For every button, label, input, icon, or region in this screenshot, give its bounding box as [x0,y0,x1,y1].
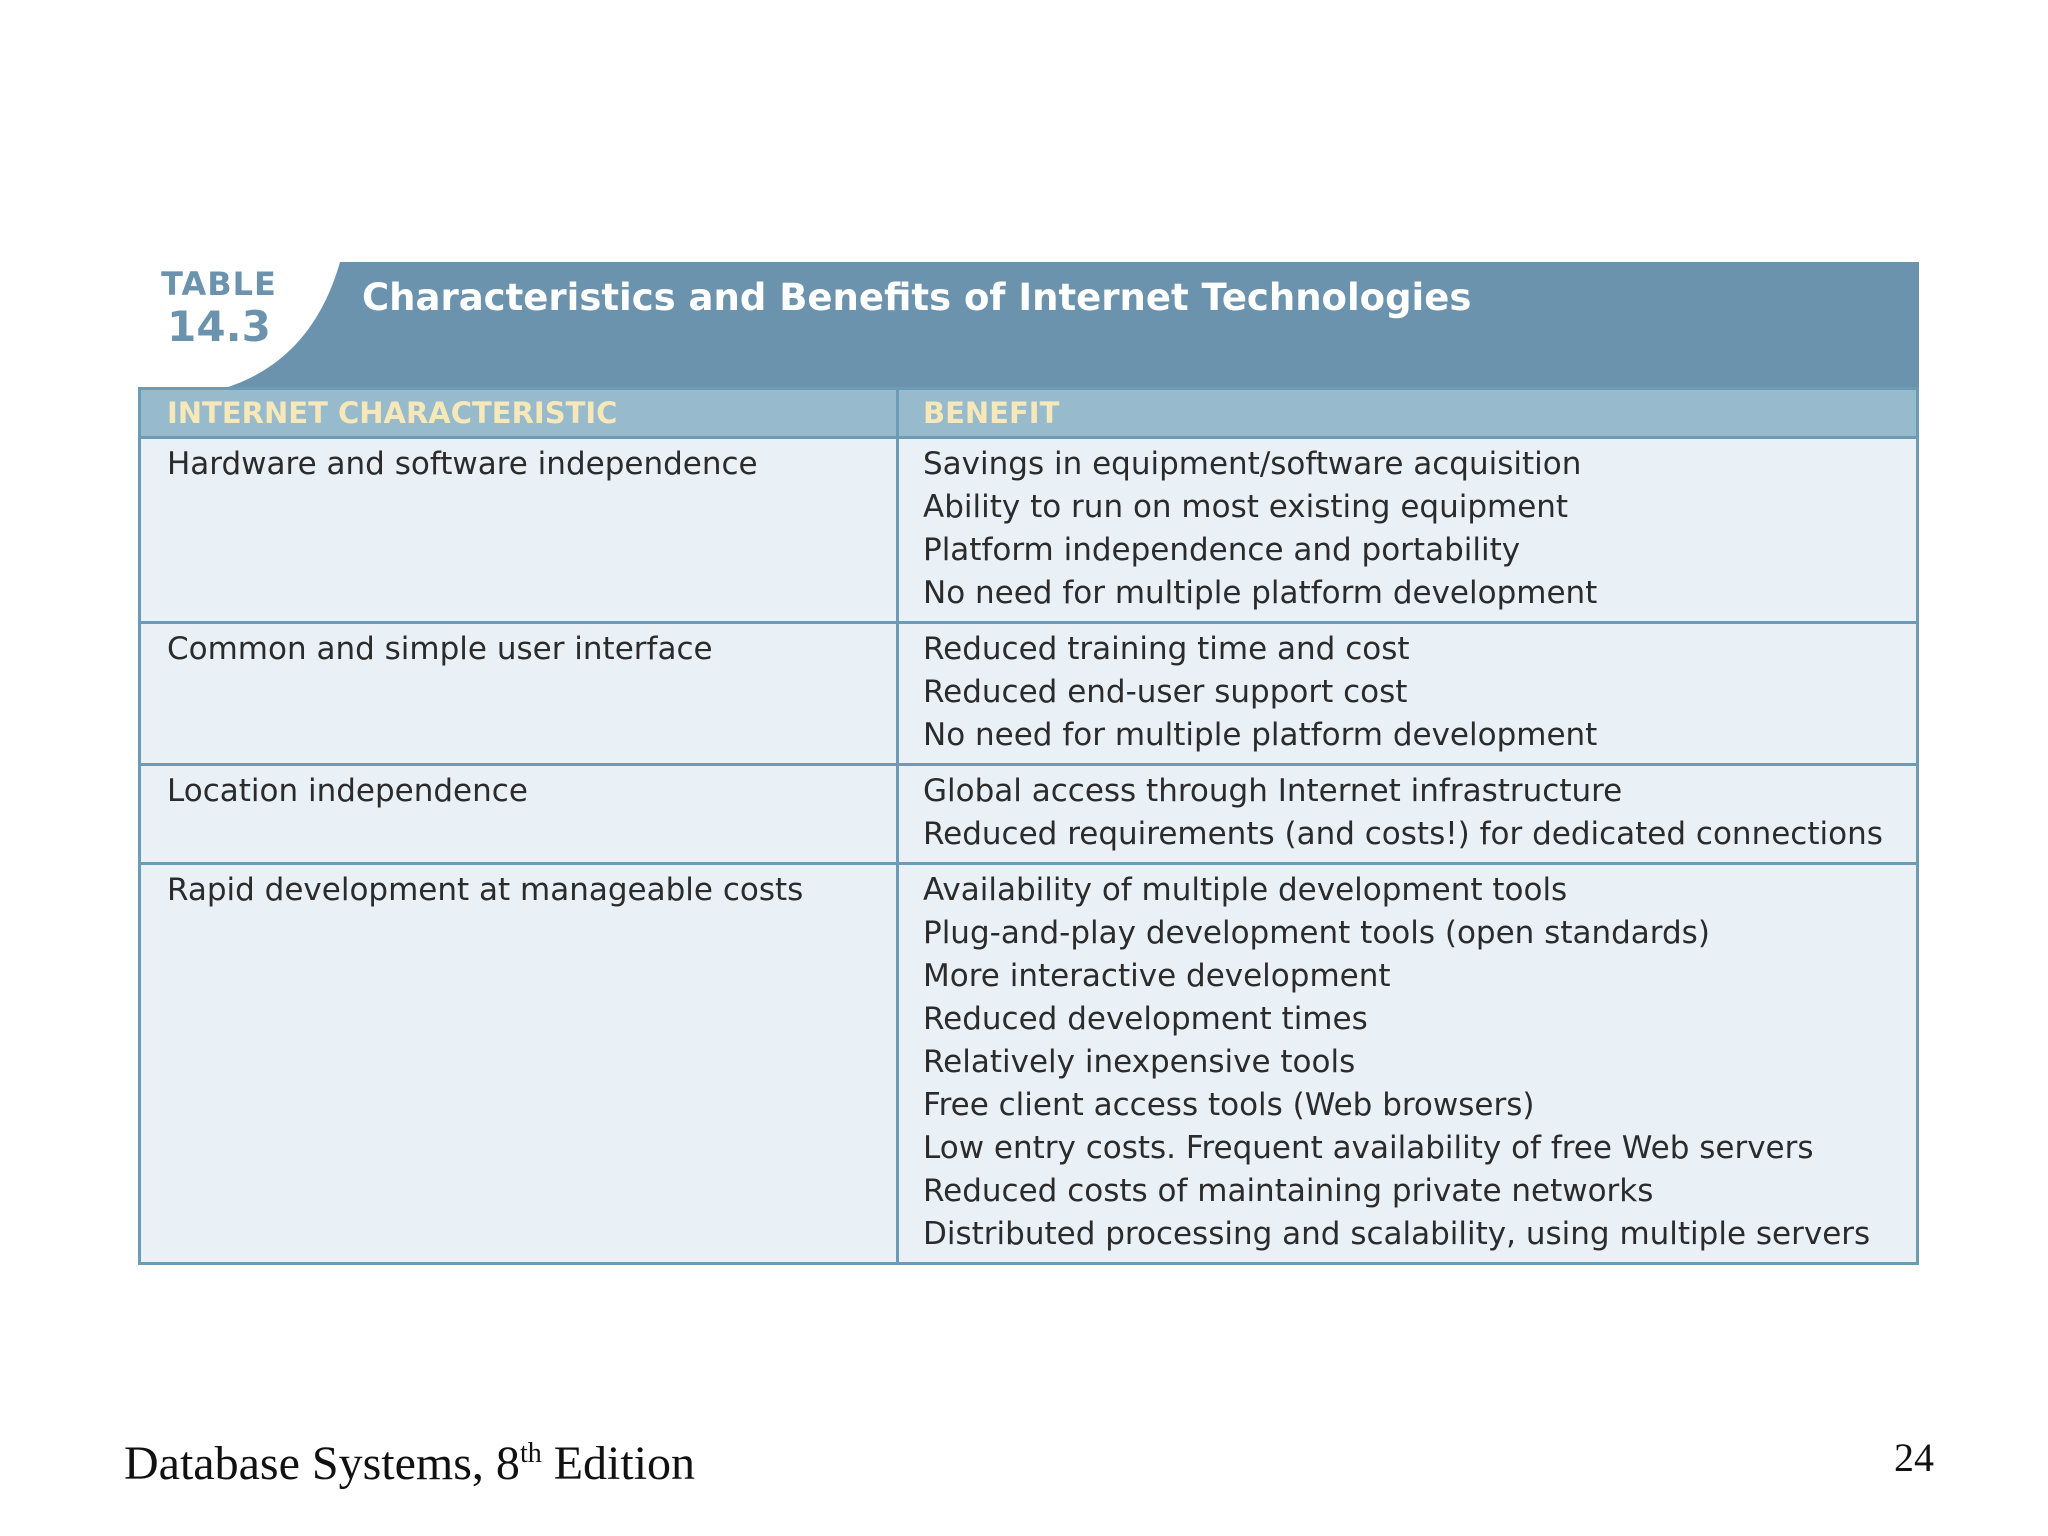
table-label [154,265,284,351]
benefit-item: Reduced development times [923,1001,1368,1037]
table-title: Characteristics and Benefits of Internet Technologies [362,276,1472,319]
benefit-item: Distributed processing and scalability, using multiple servers [923,1216,1871,1252]
characteristic-text: Common and simple user interface [167,631,713,667]
table-number: 14.3 [167,302,271,351]
table-word: TABLE [161,265,277,303]
header-cell-benefit [899,390,1916,436]
table-banner [138,262,1919,387]
characteristic-text: Location independence [167,773,528,809]
header-cell-characteristic [141,390,899,436]
benefit-item: Free client access tools (Web browsers) [923,1087,1535,1123]
benefit-item: No need for multiple platform development [923,575,1598,611]
benefit-item: Savings in equipment/software acquisition [923,446,1582,482]
characteristic-cell [141,865,899,1262]
benefit-item: Reduced end-user support cost [923,674,1408,710]
table-header-row [141,390,1916,439]
benefit-cell [899,865,1916,1262]
page-number: 24 [1894,1435,1934,1480]
table-grid [138,387,1919,1265]
table-row [141,763,1916,862]
characteristic-text: Rapid development at manageable costs [167,872,804,908]
book-title-prefix: Database Systems, 8 [124,1437,520,1490]
column-header-benefit: BENEFIT [923,396,1060,430]
table-row [141,621,1916,763]
characteristic-cell [141,766,899,862]
characteristic-text: Hardware and software independence [167,446,758,482]
benefit-item: Low entry costs. Frequent availability of free Web servers [923,1130,1814,1166]
benefit-cell [899,624,1916,763]
book-title [124,1436,695,1491]
benefit-cell [899,439,1916,621]
table-row [141,862,1916,1262]
table-body [141,439,1916,1262]
benefit-item: Availability of multiple development tools [923,872,1568,908]
book-title-superscript: th [519,1438,542,1469]
benefit-item: Reduced training time and cost [923,631,1410,667]
table-14-3 [138,262,1919,1265]
benefit-item: More interactive development [923,958,1391,994]
benefit-item: Relatively inexpensive tools [923,1044,1356,1080]
benefit-item: Reduced requirements (and costs!) for dedicated connections [923,816,1883,852]
column-header-characteristic: INTERNET CHARACTERISTIC [167,396,618,430]
table-row [141,439,1916,621]
characteristic-cell [141,439,899,621]
characteristic-cell [141,624,899,763]
benefit-cell [899,766,1916,862]
benefit-item: No need for multiple platform development [923,717,1598,753]
benefit-item: Ability to run on most existing equipment [923,489,1569,525]
benefit-item: Global access through Internet infrastructure [923,773,1623,809]
benefit-item: Reduced costs of maintaining private networks [923,1173,1654,1209]
book-title-suffix: Edition [541,1437,696,1490]
benefit-item: Platform independence and portability [923,532,1521,568]
benefit-item: Plug-and-play development tools (open standards) [923,915,1710,951]
